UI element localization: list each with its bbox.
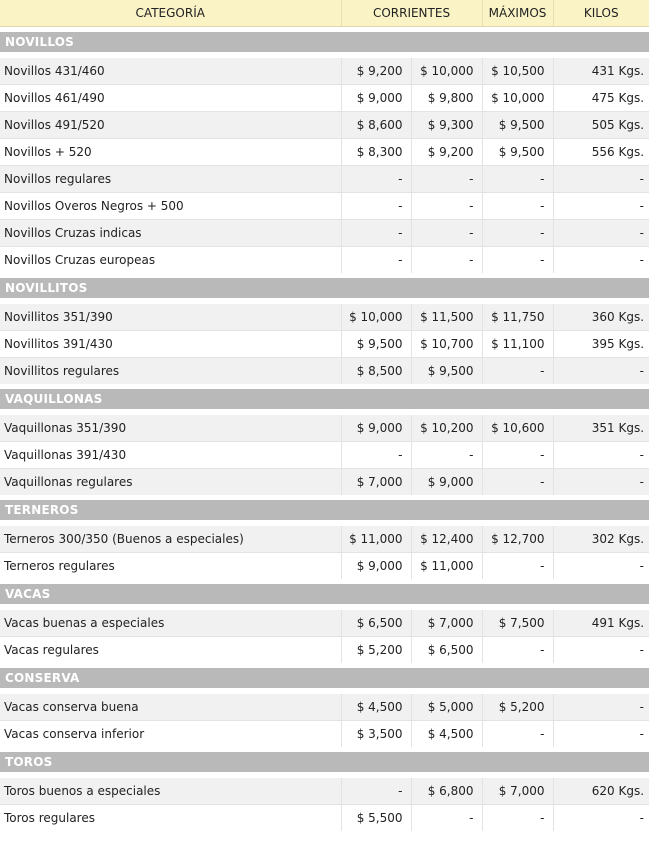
header-corrientes: CORRIENTES bbox=[341, 0, 482, 27]
price-corriente-max: - bbox=[411, 442, 482, 469]
section-header bbox=[0, 278, 649, 298]
price-corriente-max: - bbox=[411, 166, 482, 193]
price-maximo: - bbox=[482, 442, 553, 469]
weight-kilos: 360 Kgs. bbox=[553, 304, 649, 331]
price-corriente-min: $ 9,000 bbox=[341, 85, 411, 112]
price-maximo: $ 10,500 bbox=[482, 58, 553, 85]
weight-kilos: - bbox=[553, 442, 649, 469]
price-corriente-max: - bbox=[411, 220, 482, 247]
price-corriente-max: $ 9,200 bbox=[411, 139, 482, 166]
price-corriente-max: $ 11,500 bbox=[411, 304, 482, 331]
section-title: NOVILLOS bbox=[0, 32, 649, 52]
category-name: Vacas conserva inferior bbox=[0, 721, 341, 748]
section-header bbox=[0, 584, 649, 604]
price-corriente-max: $ 10,700 bbox=[411, 331, 482, 358]
category-name: Novillos 461/490 bbox=[0, 85, 341, 112]
price-corriente-min: $ 8,500 bbox=[341, 358, 411, 385]
category-name: Vaquillonas 391/430 bbox=[0, 442, 341, 469]
price-maximo: - bbox=[482, 553, 553, 580]
header-categoria: CATEGORÍA bbox=[0, 0, 341, 27]
price-corriente-min: $ 9,200 bbox=[341, 58, 411, 85]
price-corriente-max: $ 10,200 bbox=[411, 415, 482, 442]
table-row bbox=[0, 139, 649, 166]
price-maximo: - bbox=[482, 193, 553, 220]
table-row bbox=[0, 553, 649, 580]
section-header bbox=[0, 32, 649, 52]
price-corriente-max: $ 11,000 bbox=[411, 553, 482, 580]
section-title: CONSERVA bbox=[0, 668, 649, 688]
table-row bbox=[0, 304, 649, 331]
category-name: Vacas conserva buena bbox=[0, 694, 341, 721]
price-maximo: $ 9,500 bbox=[482, 112, 553, 139]
weight-kilos: - bbox=[553, 247, 649, 274]
price-corriente-max: $ 6,800 bbox=[411, 778, 482, 805]
price-maximo: $ 7,500 bbox=[482, 610, 553, 637]
section-title: VACAS bbox=[0, 584, 649, 604]
category-name: Novillitos 391/430 bbox=[0, 331, 341, 358]
price-corriente-max: $ 5,000 bbox=[411, 694, 482, 721]
table-body bbox=[0, 27, 649, 832]
category-name: Novillos regulares bbox=[0, 166, 341, 193]
price-maximo: - bbox=[482, 358, 553, 385]
price-corriente-min: - bbox=[341, 193, 411, 220]
price-maximo: $ 11,750 bbox=[482, 304, 553, 331]
price-corriente-min: $ 8,300 bbox=[341, 139, 411, 166]
header-maximos: MÁXIMOS bbox=[482, 0, 553, 27]
category-name: Vaquillonas 351/390 bbox=[0, 415, 341, 442]
weight-kilos: - bbox=[553, 805, 649, 832]
table-row bbox=[0, 469, 649, 496]
price-corriente-min: - bbox=[341, 166, 411, 193]
table-row bbox=[0, 442, 649, 469]
table-row bbox=[0, 58, 649, 85]
table-row bbox=[0, 166, 649, 193]
price-maximo: - bbox=[482, 247, 553, 274]
price-maximo: - bbox=[482, 637, 553, 664]
table-row bbox=[0, 637, 649, 664]
price-corriente-min: $ 7,000 bbox=[341, 469, 411, 496]
price-corriente-min: $ 4,500 bbox=[341, 694, 411, 721]
category-name: Novillos + 520 bbox=[0, 139, 341, 166]
section-title: TOROS bbox=[0, 752, 649, 772]
price-corriente-max: $ 9,800 bbox=[411, 85, 482, 112]
table-row bbox=[0, 358, 649, 385]
price-corriente-max: - bbox=[411, 247, 482, 274]
price-corriente-min: $ 9,500 bbox=[341, 331, 411, 358]
category-name: Novillos Overos Negros + 500 bbox=[0, 193, 341, 220]
section-header bbox=[0, 668, 649, 688]
category-name: Novillitos regulares bbox=[0, 358, 341, 385]
price-maximo: $ 7,000 bbox=[482, 778, 553, 805]
weight-kilos: - bbox=[553, 637, 649, 664]
weight-kilos: 620 Kgs. bbox=[553, 778, 649, 805]
table-row bbox=[0, 415, 649, 442]
weight-kilos: 431 Kgs. bbox=[553, 58, 649, 85]
section-header bbox=[0, 752, 649, 772]
category-name: Vacas regulares bbox=[0, 637, 341, 664]
price-maximo: $ 12,700 bbox=[482, 526, 553, 553]
category-name: Novillos 491/520 bbox=[0, 112, 341, 139]
weight-kilos: - bbox=[553, 721, 649, 748]
table-row bbox=[0, 694, 649, 721]
section-title: TERNEROS bbox=[0, 500, 649, 520]
weight-kilos: 556 Kgs. bbox=[553, 139, 649, 166]
price-corriente-min: - bbox=[341, 778, 411, 805]
price-maximo: - bbox=[482, 166, 553, 193]
price-corriente-max: $ 12,400 bbox=[411, 526, 482, 553]
price-corriente-min: $ 8,600 bbox=[341, 112, 411, 139]
category-name: Vaquillonas regulares bbox=[0, 469, 341, 496]
price-corriente-min: $ 11,000 bbox=[341, 526, 411, 553]
price-corriente-min: $ 3,500 bbox=[341, 721, 411, 748]
weight-kilos: - bbox=[553, 358, 649, 385]
price-corriente-max: $ 10,000 bbox=[411, 58, 482, 85]
weight-kilos: - bbox=[553, 166, 649, 193]
price-maximo: $ 10,000 bbox=[482, 85, 553, 112]
price-corriente-max: - bbox=[411, 193, 482, 220]
price-corriente-max: $ 9,300 bbox=[411, 112, 482, 139]
price-maximo: $ 10,600 bbox=[482, 415, 553, 442]
weight-kilos: 351 Kgs. bbox=[553, 415, 649, 442]
price-corriente-min: $ 9,000 bbox=[341, 553, 411, 580]
price-corriente-max: $ 6,500 bbox=[411, 637, 482, 664]
category-name: Novillitos 351/390 bbox=[0, 304, 341, 331]
category-name: Novillos 431/460 bbox=[0, 58, 341, 85]
price-corriente-max: $ 9,500 bbox=[411, 358, 482, 385]
category-name: Terneros regulares bbox=[0, 553, 341, 580]
table-row bbox=[0, 778, 649, 805]
price-corriente-min: $ 6,500 bbox=[341, 610, 411, 637]
price-maximo: $ 11,100 bbox=[482, 331, 553, 358]
table-row bbox=[0, 721, 649, 748]
price-corriente-min: $ 9,000 bbox=[341, 415, 411, 442]
section-title: NOVILLITOS bbox=[0, 278, 649, 298]
weight-kilos: 475 Kgs. bbox=[553, 85, 649, 112]
table-row bbox=[0, 331, 649, 358]
table-row bbox=[0, 610, 649, 637]
price-corriente-min: $ 5,200 bbox=[341, 637, 411, 664]
section-title: VAQUILLONAS bbox=[0, 389, 649, 409]
weight-kilos: - bbox=[553, 694, 649, 721]
table-header bbox=[0, 0, 649, 27]
section-header bbox=[0, 500, 649, 520]
price-corriente-max: $ 4,500 bbox=[411, 721, 482, 748]
section-header bbox=[0, 389, 649, 409]
price-corriente-min: - bbox=[341, 442, 411, 469]
price-corriente-min: $ 10,000 bbox=[341, 304, 411, 331]
category-name: Vacas buenas a especiales bbox=[0, 610, 341, 637]
table-row bbox=[0, 112, 649, 139]
table-row bbox=[0, 526, 649, 553]
category-name: Novillos Cruzas europeas bbox=[0, 247, 341, 274]
price-corriente-min: $ 5,500 bbox=[341, 805, 411, 832]
price-maximo: - bbox=[482, 220, 553, 247]
price-maximo: $ 5,200 bbox=[482, 694, 553, 721]
category-name: Terneros 300/350 (Buenos a especiales) bbox=[0, 526, 341, 553]
weight-kilos: - bbox=[553, 553, 649, 580]
header-kilos: KILOS bbox=[553, 0, 649, 27]
price-corriente-min: - bbox=[341, 247, 411, 274]
price-maximo: - bbox=[482, 469, 553, 496]
weight-kilos: 505 Kgs. bbox=[553, 112, 649, 139]
price-corriente-max: $ 7,000 bbox=[411, 610, 482, 637]
weight-kilos: - bbox=[553, 193, 649, 220]
table-row bbox=[0, 220, 649, 247]
category-name: Novillos Cruzas indicas bbox=[0, 220, 341, 247]
price-maximo: $ 9,500 bbox=[482, 139, 553, 166]
price-corriente-max: $ 9,000 bbox=[411, 469, 482, 496]
price-corriente-max: - bbox=[411, 805, 482, 832]
category-name: Toros regulares bbox=[0, 805, 341, 832]
category-name: Toros buenos a especiales bbox=[0, 778, 341, 805]
weight-kilos: 491 Kgs. bbox=[553, 610, 649, 637]
table-row bbox=[0, 193, 649, 220]
weight-kilos: 395 Kgs. bbox=[553, 331, 649, 358]
table-row bbox=[0, 85, 649, 112]
weight-kilos: - bbox=[553, 220, 649, 247]
weight-kilos: 302 Kgs. bbox=[553, 526, 649, 553]
price-maximo: - bbox=[482, 805, 553, 832]
table-row bbox=[0, 805, 649, 832]
weight-kilos: - bbox=[553, 469, 649, 496]
price-corriente-min: - bbox=[341, 220, 411, 247]
table-row bbox=[0, 247, 649, 274]
price-maximo: - bbox=[482, 721, 553, 748]
